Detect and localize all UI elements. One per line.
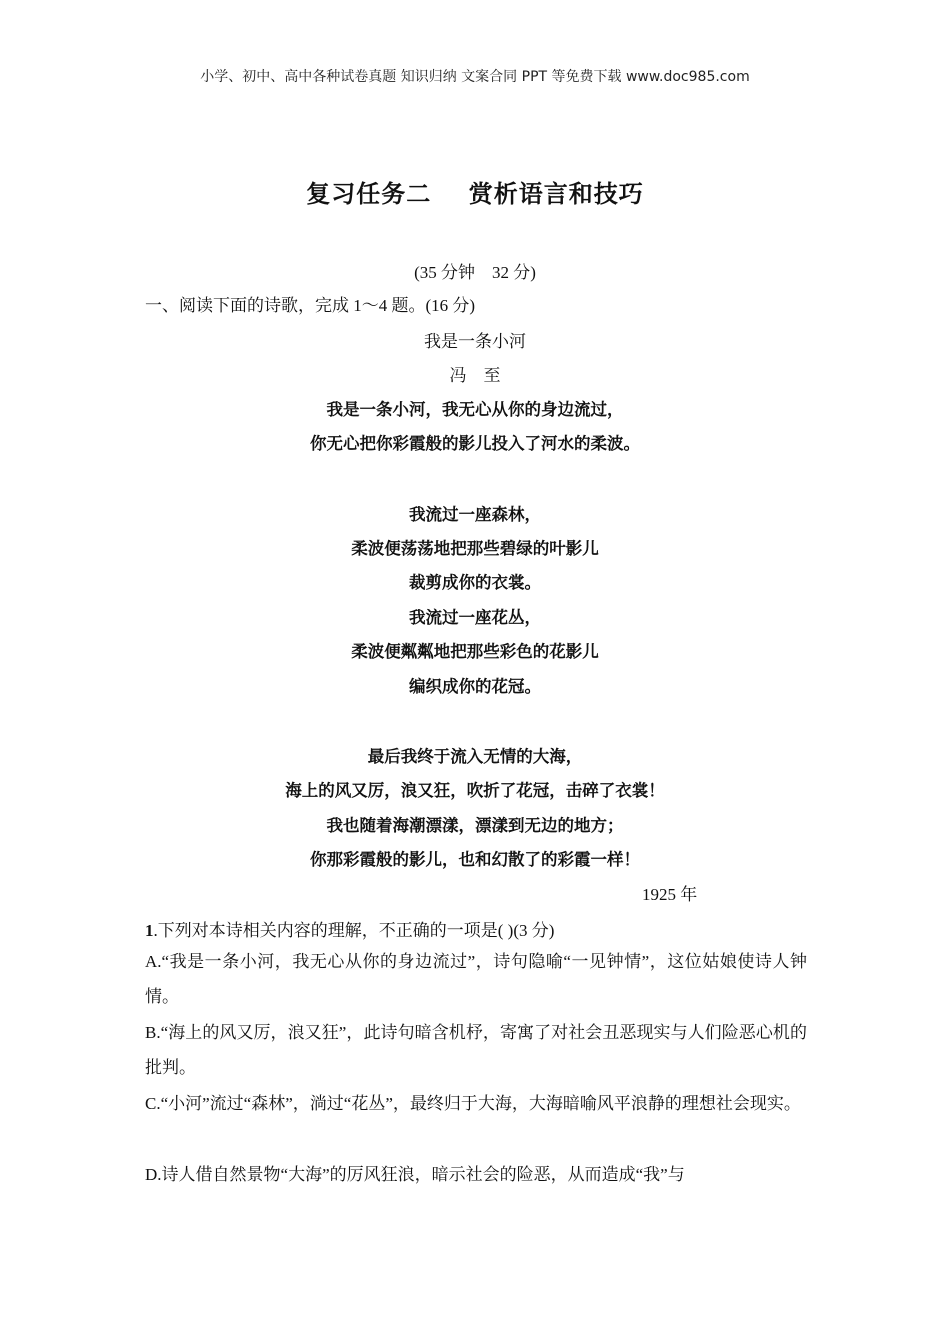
page-header: 小学、初中、高中各种试卷真题 知识归纳 文案合同 PPT 等免费下载 www.doc985.com [200,69,750,85]
poem-line: 我也随着海潮漂漾，漂漾到无边的地方； [326,816,624,835]
poem-line: 柔波便荡荡地把那些碧绿的叶影儿 [351,539,599,558]
poem-line: 我流过一座森林， [409,505,541,524]
poem-line: 我流过一座花丛， [409,608,541,627]
poem-title: 我是一条小河 [424,332,526,352]
poem-line: 裁剪成你的衣裳。 [409,573,541,592]
time-limit: (35 分钟 32 分) [414,263,536,282]
poem-line: 我是一条小河，我无心从你的身边流过， [326,400,624,419]
poem-year: 1925 年 [642,885,698,904]
option-c: C.“小河”流过“森林”，淌过“花丛”，最终归于大海，大海暗喻风平浪静的理想社会现实。 [145,1094,801,1113]
page-title: 复习任务二 赏析语言和技巧 [306,180,644,208]
question-number: 1 [145,921,154,940]
poem-line: 你无心把你彩霞般的影儿投入了河水的柔波。 [310,434,640,453]
poem-line: 最后我终于流入无情的大海， [367,747,583,766]
question-stem [145,916,815,941]
poem-line: 编织成你的花冠。 [409,677,541,696]
option-d: D.诗人借自然景物“大海”的厉风狂浪，暗示社会的险恶，从而造成“我”与 [145,1165,685,1184]
question-text: .下列对本诗相关内容的理解，不正确的一项是( )(3 分) [153,921,555,940]
poem-line: 海上的风又厉，浪又狂，吹折了花冠，击碎了衣裳！ [285,781,665,800]
option-b: B.“海上的风又厉，浪又狂”，此诗句暗含机杼，寄寓了对社会丑恶现实与人们险恶心机的批判。 [145,1023,807,1077]
poem-line: 你那彩霞般的影儿，也和幻散了的彩霞一样！ [310,850,640,869]
option-a: A.“我是一条小河，我无心从你的身边流过”，诗句隐喻“一见钟情”，这位姑娘使诗人钟情。 [145,952,807,1006]
poem-line: 柔波便粼粼地把那些彩色的花影儿 [351,642,599,661]
section-instruction: 一、阅读下面的诗歌，完成 1～4 题。(16 分) [145,296,476,315]
poem-author: 冯 至 [449,366,501,385]
